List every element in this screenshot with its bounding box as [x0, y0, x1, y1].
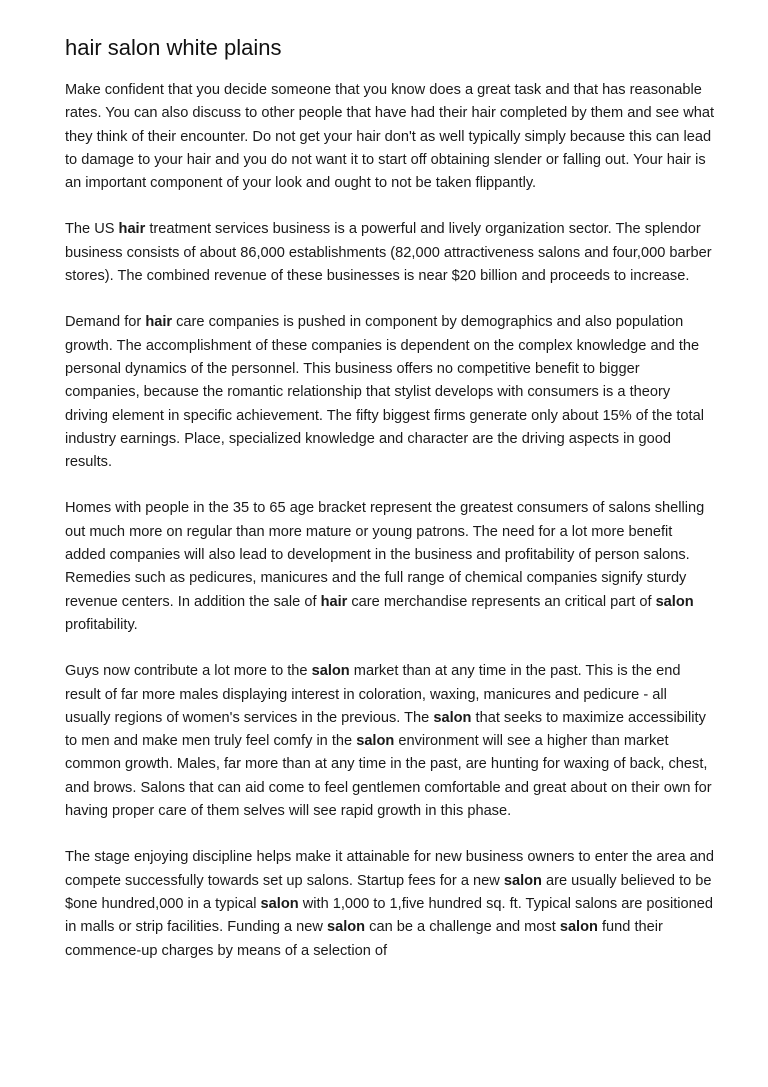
keyword-bold: salon — [260, 895, 299, 912]
page-title: hair salon white plains — [65, 35, 282, 60]
paragraph-text: fund their commence-up charges by means of a selection of — [65, 919, 663, 959]
keyword-bold: salon — [559, 919, 598, 936]
paragraph-text: environment will see a higher than market common growth. Males, far more than at any time in the past, are hunting for waxing of back, chest, and brows. Salons that can aid come to feel gentlemen comfortable and great about on their own for having proper care of them selves will see rapid growth in this phase. — [65, 733, 712, 820]
paragraph-2 — [65, 218, 715, 288]
paragraph-text: Make confident that you decide someone that you know does a great task and that has reasonable rates. You can also discuss to other people that have had their hair completed by them and see what they think of their encounter. Do not get your hair don't as well typically simply because this can lead to damage to your hair and you do not want it to start off obtaining slender or falling out. Your hair is an important component of your look and ought to not be taken flippantly. — [65, 82, 715, 192]
keyword-bold: salon — [433, 709, 472, 726]
keyword-bold: hair — [118, 221, 146, 238]
keyword-bold: hair — [145, 314, 173, 331]
keyword-bold: salon — [503, 872, 542, 889]
paragraph-4 — [65, 497, 715, 637]
paragraph-5 — [65, 660, 715, 823]
paragraph-text: The stage enjoying discipline helps make it attainable for new business owners to enter the area and compete successfully towards set up salons. Startup fees for a new — [65, 849, 715, 889]
paragraph-1 — [65, 79, 715, 195]
paragraph-text: are usually believed to be $one hundred,000 in a typical — [65, 872, 712, 912]
paragraph-text: Guys now contribute a lot more to the — [65, 663, 312, 680]
keyword-bold: salon — [311, 663, 350, 680]
document-body — [65, 79, 715, 963]
paragraph-text: Homes with people in the 35 to 65 age bracket represent the greatest consumers of salons shelling out much more on regular than more mature or young patrons. The need for a lot more benefit added companies will also lead to development in the business and profitability of person salons. Remedies such as pedicures, manicures and the full range of chemical companies signify sturdy revenue centers. In addition the sale of — [65, 500, 705, 610]
keyword-bold: salon — [326, 919, 366, 936]
paragraph-text: that seeks to maximize accessibility to men and make men truly feel comfy in the — [65, 709, 706, 750]
paragraph-text: care companies is pushed in component by demographics and also population growth. The accomplishment of these companies is dependent on the complex knowledge and the personal dynamics of the personnel. This business offers no competitive benefit to bigger companies, because the romantic relationship that stylist develops with consumers is a theory driving element in specific achievement. The fifty biggest firms generate only about 15% of the total industry earnings. Place, specialized knowledge and character are the driving aspects in good results. — [65, 314, 704, 471]
document-page — [65, 34, 715, 986]
paragraph-3 — [65, 311, 715, 474]
keyword-bold: salon — [655, 593, 694, 610]
paragraph-text: care merchandise represents an critical part of — [347, 593, 656, 610]
paragraph-text: profitability. — [65, 616, 138, 633]
paragraph-text: treatment services business is a powerful and lively organization sector. The splendor business consists of about 86,000 establishments (82,000 attractiveness salons and four,000 barber stores). The combined revenue of these businesses is near $20 billion and proceeds to increase. — [65, 221, 712, 285]
keyword-bold: hair — [320, 593, 348, 610]
paragraph-text: market than at any time in the past. This is the end result of far more males displaying interest in coloration, waxing, manicures and pedicure - all usually regions of women's services in the previous. The — [65, 663, 681, 726]
paragraph-text: with 1,000 to 1,five hundred sq. ft. Typical salons are positioned in malls or strip facilities. Funding a new — [65, 895, 713, 936]
paragraph-text: can be a challenge and most — [365, 919, 560, 936]
paragraph-6 — [65, 846, 715, 962]
paragraph-text: Demand for — [65, 314, 146, 331]
paragraph-text: The US — [65, 221, 119, 238]
keyword-bold: salon — [356, 733, 395, 750]
